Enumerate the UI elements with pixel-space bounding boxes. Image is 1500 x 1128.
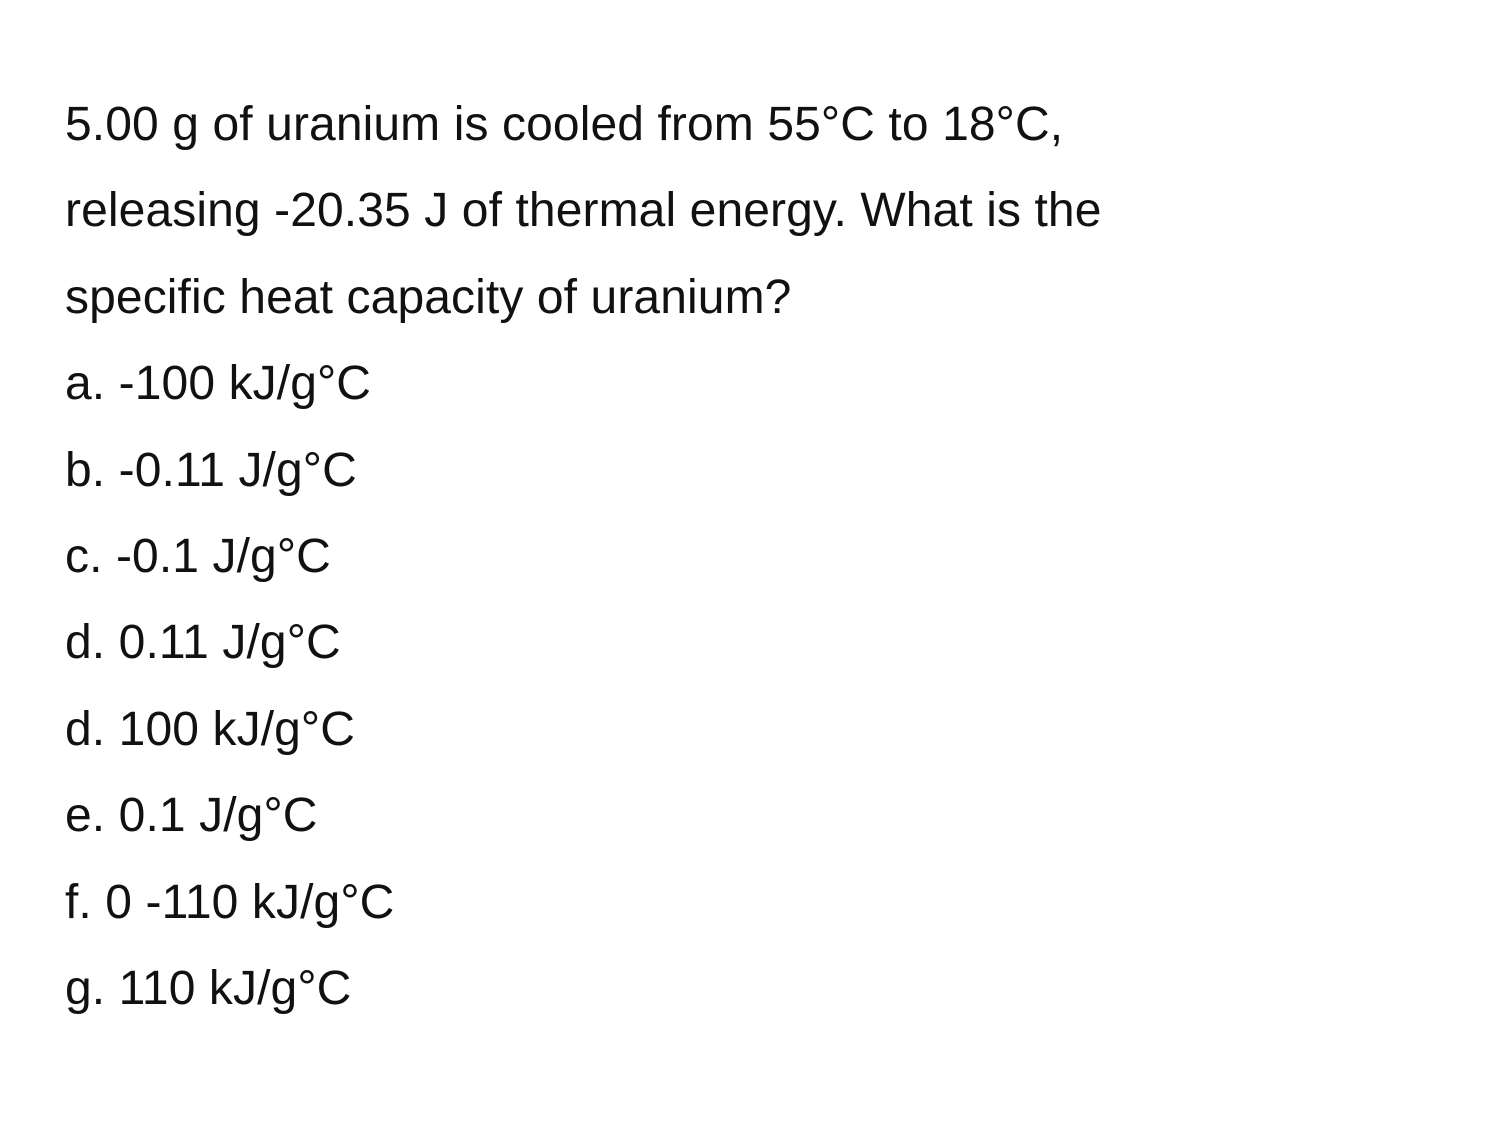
option-d-second: d. 100 kJ/g°C <box>65 702 355 756</box>
option-g: g. 110 kJ/g°C <box>65 961 352 1015</box>
question-line-3: specific heat capacity of uranium? <box>65 270 792 324</box>
option-a: a. -100 kJ/g°C <box>65 357 372 411</box>
question-line-2: releasing -20.35 J of thermal energy. What is the <box>65 184 1102 238</box>
option-f: f. 0 -110 kJ/g°C <box>65 875 395 929</box>
option-c: c. -0.1 J/g°C <box>65 529 331 583</box>
option-d: d. 0.11 J/g°C <box>65 616 341 670</box>
document-body <box>65 82 1445 1032</box>
option-e: e. 0.1 J/g°C <box>65 789 318 843</box>
option-b: b. -0.11 J/g°C <box>65 443 357 497</box>
question-line-1: 5.00 g of uranium is cooled from 55°C to 18°C, <box>65 98 1064 151</box>
